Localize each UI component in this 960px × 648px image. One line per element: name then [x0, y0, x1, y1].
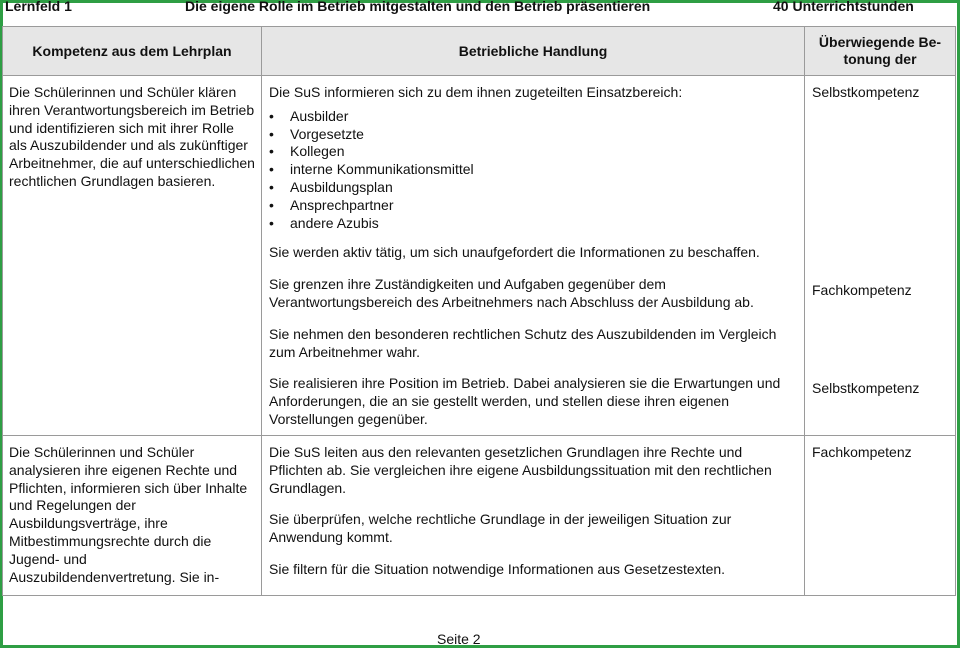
list-item: • Vorgesetzte: [269, 126, 798, 144]
list-item: • interne Kommunikationsmittel: [269, 161, 798, 179]
list-item: • Ausbilder: [269, 108, 798, 126]
document-header: [0, 0, 960, 18]
betonung-cell: [805, 76, 956, 436]
handlung-cell: [262, 436, 805, 596]
handlung-cell: [262, 76, 805, 436]
handlung-intro: Die SuS informieren sich zu dem ihnen zugeteilten Einsatzbereich:: [269, 84, 683, 100]
handlung-paragraph: Sie überprüfen, welche rechtliche Grundlage in der jeweiligen Situation zur Anwendung kommt.: [269, 511, 732, 546]
list-item: • Ansprechpartner: [269, 197, 798, 215]
betonung-label: Fachkompetenz: [812, 444, 912, 460]
hours-label: 40 Unterrichtstunden: [773, 0, 914, 14]
kompetenz-text: Die Schülerinnen und Schüler analysieren ihre eigenen Rechte und Pflichten, informieren sich über Inhalte und Regelungen der Ausbildungsverträge, ihre Mitbestimmungsrechte durch die Jugend- und Auszubildendenvertretung. Sie in-: [9, 444, 248, 585]
handlung-paragraph: Die SuS leiten aus den relevanten gesetzlichen Grundlagen ihre Rechte und Pflichten ab. Sie vergleichen ihre eigene Ausbildungssituation mit den rechtlichen Grundlagen.: [269, 444, 772, 496]
betonung-label: Selbstkompetenz: [812, 380, 920, 396]
handlung-paragraph: Sie nehmen den besonderen rechtlichen Schutz des Auszubildenden im Vergleich zum Arbeitnehmer wahr.: [269, 325, 777, 360]
einsatzbereich-list: [269, 108, 798, 233]
list-item: • andere Azubis: [269, 215, 798, 233]
kompetenz-text: Die Schülerinnen und Schüler klären ihren Verantwortungsbereich im Betrieb und identifizieren sich mit ihrer Rolle als Auszubildender und als zukünftiger Arbeitnehmer, die auf unterschiedlichen rechtlichen Grundlagen basieren.: [9, 84, 255, 189]
kompetenz-cell: [3, 436, 262, 596]
list-item: • Kollegen: [269, 143, 798, 161]
list-item: • Ausbildungsplan: [269, 179, 798, 197]
kompetenz-cell: [3, 76, 262, 436]
betonung-label: Selbstkompetenz: [812, 84, 920, 100]
handlung-paragraph: Sie grenzen ihre Zuständigkeiten und Aufgaben gegenüber dem Verantwortungsbereich des Arbeitnehmers nach Abschluss der Ausbildung ab.: [269, 276, 754, 310]
column-header-betonung-text: Überwiegende Be- tonung der: [818, 34, 942, 67]
column-header-betonung: [805, 27, 956, 76]
handlung-paragraph: Sie filtern für die Situation notwendige Informationen aus Gesetzestexten.: [269, 560, 726, 577]
table-row: [3, 76, 956, 436]
table-row: [3, 436, 956, 596]
column-header-kompetenz: Kompetenz aus dem Lehrplan: [3, 27, 262, 76]
table-header-row: [3, 27, 956, 76]
betonung-label: Fachkompetenz: [812, 282, 912, 298]
handlung-paragraph: Sie werden aktiv tätig, um sich unaufgefordert die Informationen zu beschaffen.: [269, 244, 760, 261]
page-number: Seite 2: [437, 631, 481, 647]
betonung-cell: [805, 436, 956, 596]
curriculum-table: [2, 26, 956, 596]
lernfeld-label: Lernfeld 1: [5, 0, 72, 14]
handlung-paragraph: Sie realisieren ihre Position im Betrieb. Dabei analysieren sie die Erwartungen und Anforderungen, die an sie gestellt werden, und stellen diese ihren eigenen Vorstellungen gegenüber.: [269, 375, 781, 427]
lernfeld-title: Die eigene Rolle im Betrieb mitgestalten und den Betrieb präsentieren: [185, 0, 651, 14]
column-header-handlung: Betriebliche Handlung: [262, 27, 805, 76]
